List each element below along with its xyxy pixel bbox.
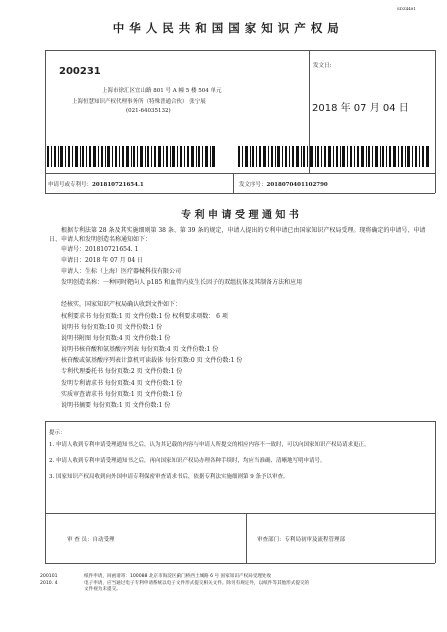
field-invention-title: 发明创造名称：一种同时靶向人 p185 和血管内皮生长因子的双组抗体及其制备方法和应用	[61, 279, 303, 286]
note-item: 2. 申请人收到专利申请受理通知书之后，再向国家知识产权局办理各种手续时，均应当准确、清晰地写明申请号。	[49, 458, 326, 464]
list-item: 实质审查请求书 每份页数:1 页 文件份数:1 份	[61, 390, 183, 398]
notes-heading: 提示：	[49, 430, 66, 436]
recipient-address: 上海市徐汇区宜山路 801 号 A 幢 5 楼 504 单元	[102, 88, 222, 94]
app-number: 201810721654.1	[92, 182, 144, 188]
list-item: 说明书核苷酸和氨基酸序列表 每份页数:4 页 文件份数:1 份	[61, 346, 219, 354]
department-row	[257, 535, 345, 543]
note-item: 3. 国家知识产权局收到向外国申请专利保密审查请求书后，依据专利法实施细则第 9 条予以审查。	[49, 474, 289, 480]
fields-list	[61, 244, 431, 288]
footer-line-2: 电子申请，应当通过电子专利申请系统以电子文件形式提交相关文件。除另有规定外，以纸件等其他形式提交的	[84, 580, 310, 586]
serial-number-row	[239, 180, 328, 188]
list-item: 核苷酸或氨基酸序列表计算机可读载体 每份页数:0 页 文件份数:1 份	[61, 357, 243, 365]
recipient-phone: (021-64035132)	[126, 108, 171, 114]
list-item: 说明书摘要 每份页数:1 页 文件份数:1 份	[61, 401, 171, 409]
notes-list	[49, 440, 429, 482]
field-applicant: 申请人：生标（上海）医疗器械科技有限公司	[61, 268, 182, 275]
barcode-right	[238, 146, 430, 167]
app-number-row	[48, 180, 144, 188]
issue-date-label: 发文日:	[313, 63, 332, 69]
footer-codes	[40, 574, 58, 587]
header-title: 中 华 人 民 共 和 国 国 家 知 识 产 权 局	[112, 21, 340, 35]
footer-code-1: 200101	[40, 574, 58, 579]
department: 专利局初审及流程管理部	[284, 537, 346, 543]
serial-number-label: 发文序号：	[239, 182, 267, 188]
footer-line-3: 文件视为未提交。	[84, 587, 121, 592]
list-item: 说明书 每份页数:10 页 文件份数:1 份	[61, 324, 163, 332]
list-item: 专利代理委托书 每份页数:2 页 文件份数:1 份	[61, 368, 183, 376]
form-code: SDZ4481	[397, 6, 416, 11]
footer-text	[84, 574, 434, 594]
list-item: 说明书附图 每份页数:4 页 文件份数:1 份	[61, 335, 171, 343]
barcode-left	[47, 146, 215, 167]
note-item: 1. 申请人收到专利申请受理通知书之后，认为其记载的内容与申请人所提交的相应内容不一致时，可以向国家知识产权局请求更正。	[49, 442, 370, 448]
postcode: 200231	[59, 66, 101, 77]
documents-intro: 经核实，国家知识产权局确认收到文件如下：	[61, 301, 182, 308]
list-item: 发明专利请求书 每份页数:4 页 文件份数:1 份	[61, 379, 183, 387]
field-application-number: 申请号：201810721654. 1	[61, 246, 139, 253]
documents-list	[61, 311, 431, 411]
list-item: 权利要求书 每份页数:1 页 文件份数:1 份 权利要求项数： 6 项	[61, 313, 228, 320]
recipient-agency: 上海恒慧知识产权代理事务所（特殊普通合伙） 张宁展	[72, 99, 206, 105]
serial-number: 2018070401102790	[266, 182, 328, 188]
document-title: 专 利 申 请 受 理 通 知 书	[181, 210, 299, 221]
footer-code-2: 2010. 4	[40, 580, 58, 586]
examiner: 自动受理	[92, 537, 115, 543]
department-label: 审查部门：	[257, 537, 285, 543]
examiner-label: 审 查 员：	[67, 537, 93, 543]
examiner-row	[67, 535, 115, 543]
app-number-label: 申请号或专利号：	[48, 182, 93, 188]
footer-line-1: 纸件申请，回函请寄：100088 北京市海淀区蓟门桥西土城路 6 号 国家知识产权局受理处收	[84, 574, 272, 579]
intro-paragraph: 根据专利法第 28 条及其实施细则第 38 条、第 39 条的规定，申请人提出的专利申请已由国家知识产权局受理。现将确定的申请号、申请日、申请人和发明创造名称通知如下：	[49, 227, 426, 244]
field-application-date: 申请日：2018 年 07 月 04 日	[61, 257, 144, 264]
issue-date: 2018 年 07 月 04 日	[312, 103, 409, 114]
